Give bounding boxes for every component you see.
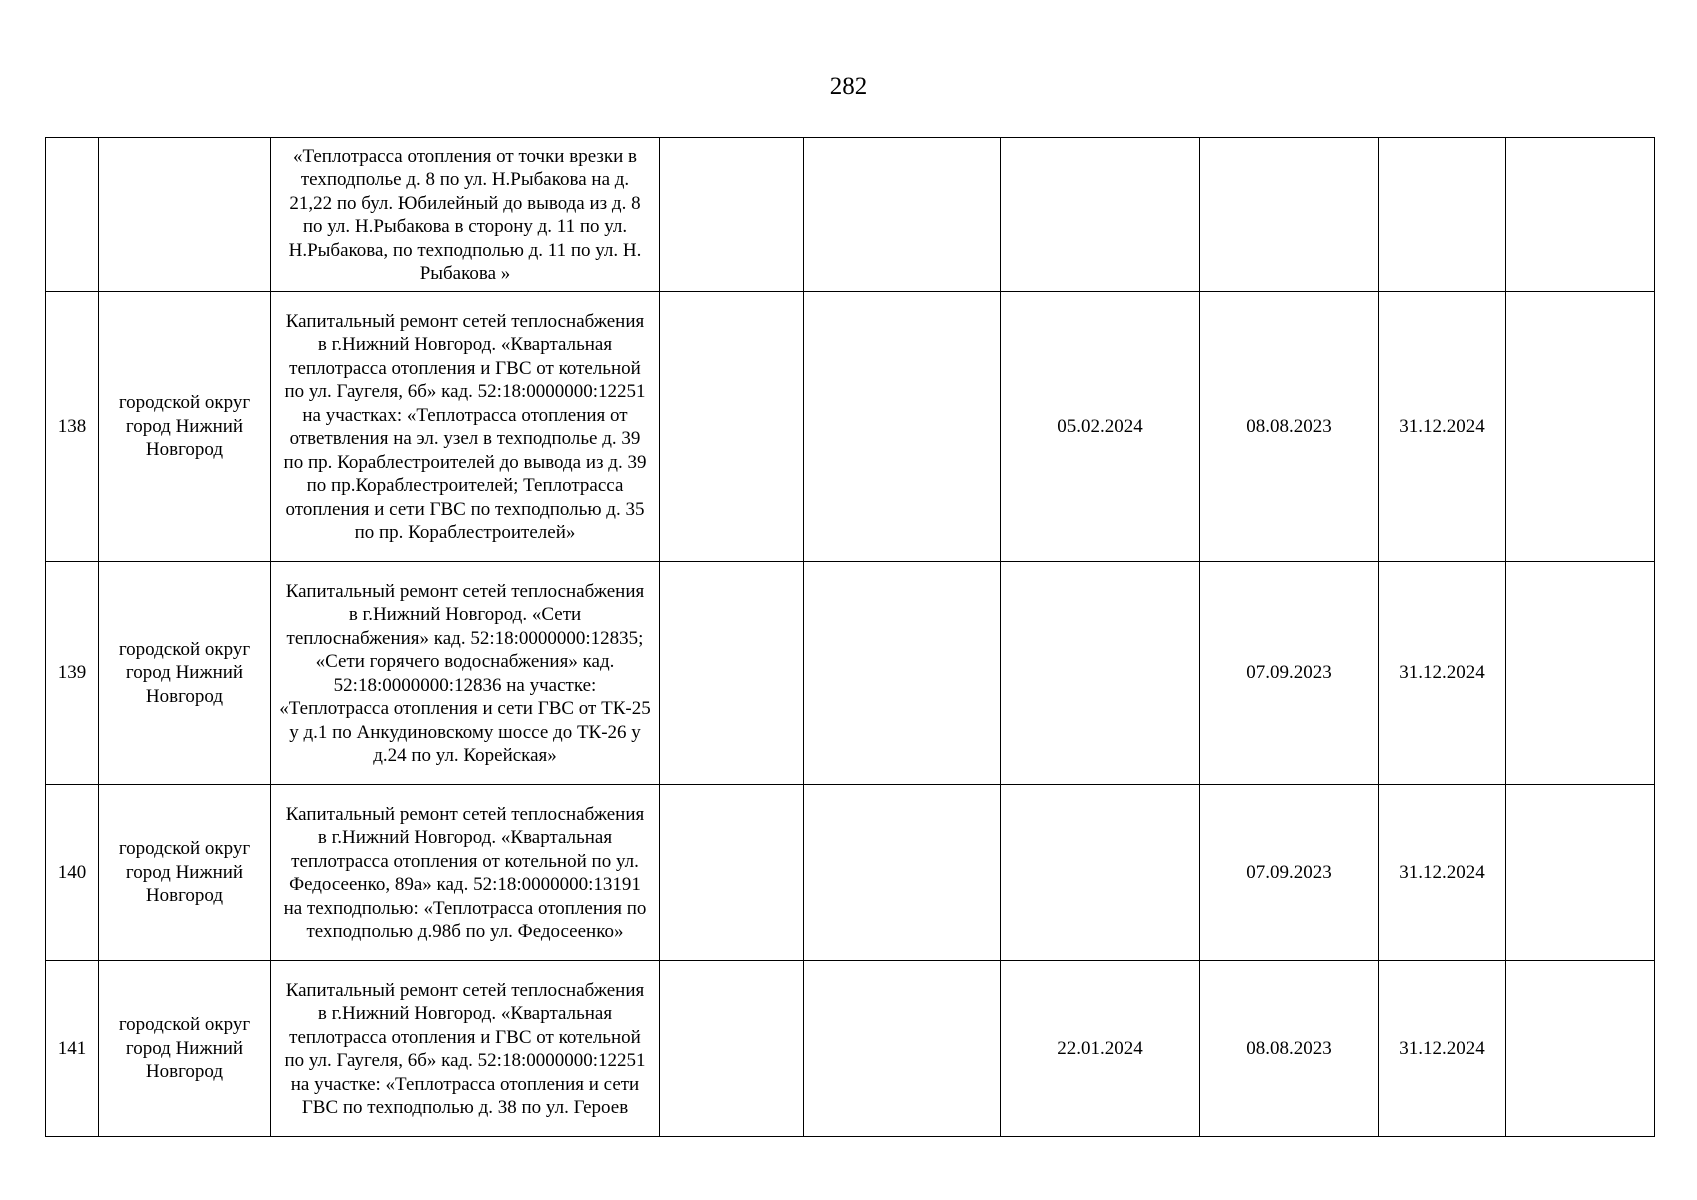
table-row [46, 138, 1655, 292]
date-cell [1001, 138, 1200, 292]
table-row [46, 961, 1655, 1137]
municipality-cell: городской округ город Нижний Новгород [99, 562, 271, 785]
empty-cell [1506, 961, 1655, 1137]
date-cell: 05.02.2024 [1001, 292, 1200, 562]
empty-cell [804, 785, 1001, 961]
date-cell: 07.09.2023 [1200, 785, 1379, 961]
empty-cell [804, 292, 1001, 562]
row-number-cell: 138 [46, 292, 99, 562]
row-number-cell [46, 138, 99, 292]
description-cell: Капитальный ремонт сетей теплоснабжения в г.Нижний Новгород. «Квартальная теплотрасса отопления от котельной по ул. Федосеенко, 89а» кад. 52:18:0000000:13191 на техподполью: «Теплотрасса отопления по техподполью д.98б по ул. Федосеенко» [271, 785, 660, 961]
municipality-cell: городской округ город Нижний Новгород [99, 785, 271, 961]
date-cell [1001, 562, 1200, 785]
table-row [46, 562, 1655, 785]
description-cell: Капитальный ремонт сетей теплоснабжения в г.Нижний Новгород. «Квартальная теплотрасса отопления и ГВС от котельной по ул. Гаугеля, 6б» кад. 52:18:0000000:12251 на участке: «Теплотрасса отопления и сети ГВС по техподполью д. 38 по ул. Героев [271, 961, 660, 1137]
row-number-cell: 139 [46, 562, 99, 785]
table-row [46, 785, 1655, 961]
date-cell: 22.01.2024 [1001, 961, 1200, 1137]
municipality-cell [99, 138, 271, 292]
empty-cell [1506, 138, 1655, 292]
description-cell: «Теплотрасса отопления от точки врезки в техподполье д. 8 по ул. Н.Рыбакова на д. 21,22 по бул. Юбилейный до вывода из д. 8 по ул. Н.Рыбакова в сторону д. 11 по ул. Н.Рыбакова, по техподполью д. 11 по ул. Н. Рыбакова » [271, 138, 660, 292]
description-cell: Капитальный ремонт сетей теплоснабжения в г.Нижний Новгород. «Сети теплоснабжения» кад. 52:18:0000000:12835; «Сети горячего водоснабжения» кад. 52:18:0000000:12836 на участке: «Теплотрасса отопления и сети ГВС от ТК-25 у д.1 по Анкудиновскому шоссе до ТК-26 у д.24 по ул. Корейская» [271, 562, 660, 785]
row-number-cell: 140 [46, 785, 99, 961]
municipality-cell: городской округ город Нижний Новгород [99, 961, 271, 1137]
empty-cell [1506, 785, 1655, 961]
empty-cell [1506, 562, 1655, 785]
date-cell [1200, 138, 1379, 292]
empty-cell [1506, 292, 1655, 562]
date-cell: 08.08.2023 [1200, 292, 1379, 562]
municipality-cell: городской округ город Нижний Новгород [99, 292, 271, 562]
date-cell: 07.09.2023 [1200, 562, 1379, 785]
empty-cell [660, 292, 804, 562]
registry-table [45, 137, 1655, 1137]
row-number-cell: 141 [46, 961, 99, 1137]
table-row [46, 292, 1655, 562]
date-cell [1379, 138, 1506, 292]
empty-cell [660, 138, 804, 292]
date-cell: 31.12.2024 [1379, 785, 1506, 961]
description-cell: Капитальный ремонт сетей теплоснабжения в г.Нижний Новгород. «Квартальная теплотрасса отопления и ГВС от котельной по ул. Гаугеля, 6б» кад. 52:18:0000000:12251 на участках: «Теплотрасса отопления от ответвления на эл. узел в техподполье д. 39 по пр. Кораблестроителей до вывода из д. 39 по пр.Кораблестроителей; Теплотрасса отопления и сети ГВС по техподполью д. 35 по пр. Кораблестроителей» [271, 292, 660, 562]
date-cell: 08.08.2023 [1200, 961, 1379, 1137]
empty-cell [804, 961, 1001, 1137]
empty-cell [660, 961, 804, 1137]
page-number: 282 [829, 73, 868, 100]
empty-cell [804, 562, 1001, 785]
empty-cell [660, 562, 804, 785]
empty-cell [804, 138, 1001, 292]
date-cell: 31.12.2024 [1379, 292, 1506, 562]
date-cell: 31.12.2024 [1379, 961, 1506, 1137]
date-cell [1001, 785, 1200, 961]
empty-cell [660, 785, 804, 961]
date-cell: 31.12.2024 [1379, 562, 1506, 785]
